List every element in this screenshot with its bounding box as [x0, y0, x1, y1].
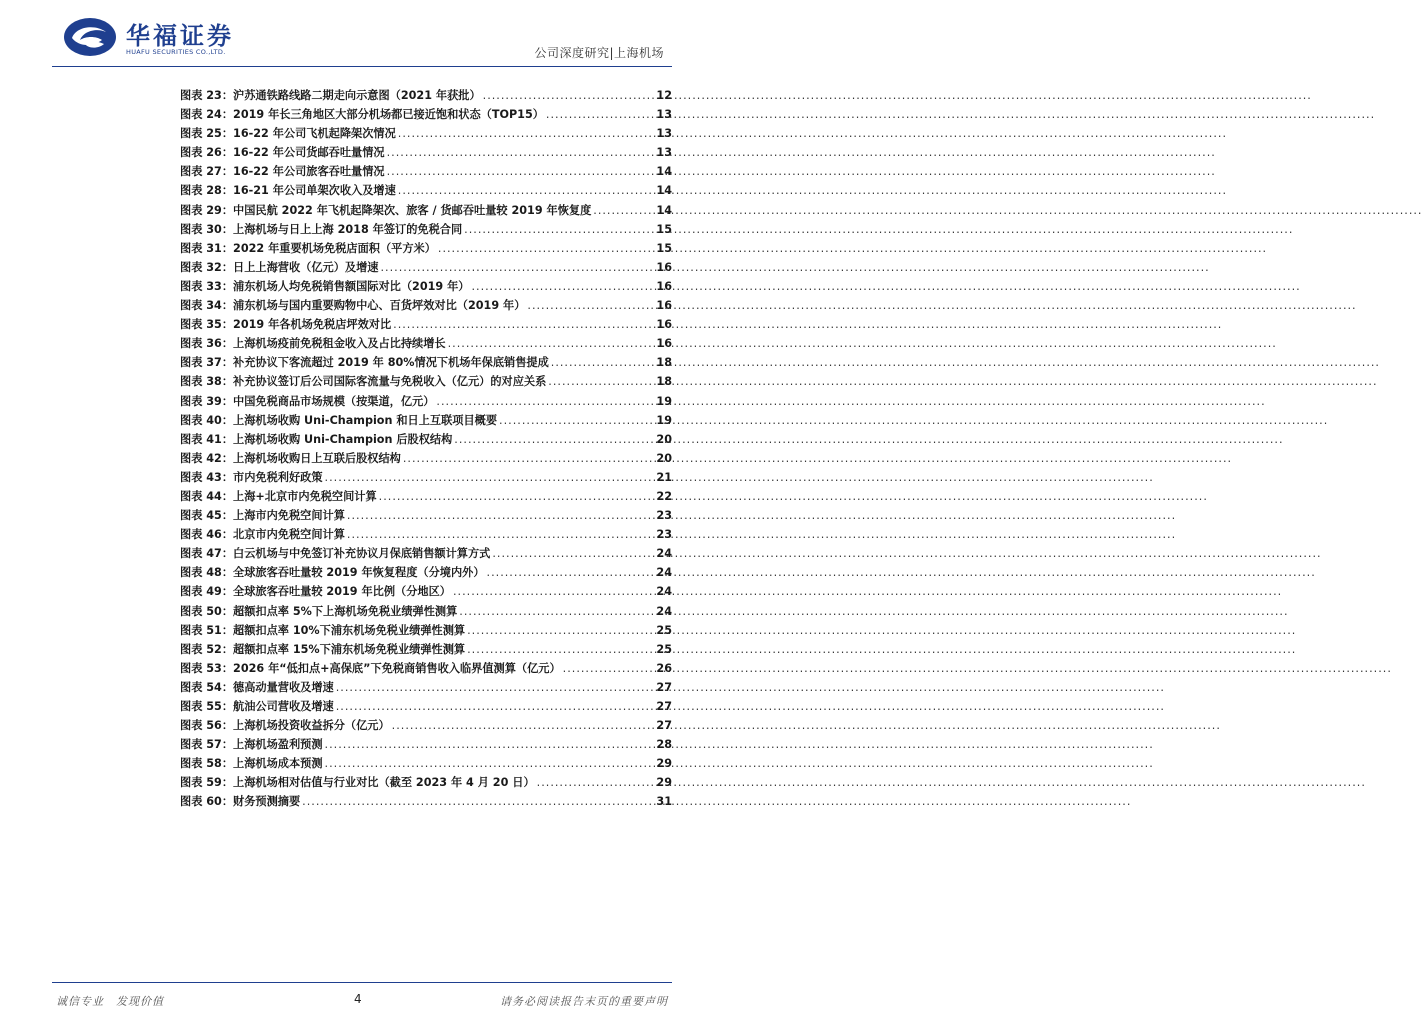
figure-index-list: [180, 87, 672, 813]
toc-page-number: 16: [656, 260, 672, 274]
toc-page-number: 16: [656, 318, 672, 332]
toc-figure-title: 上海机场与日上上海 2018 年签订的免税合同: [233, 222, 463, 236]
toc-figure-label: 图表 52：: [180, 642, 234, 656]
toc-figure-label: 图表 43：: [180, 470, 234, 484]
toc-page-number: 14: [656, 203, 672, 217]
toc-leader-dots: [336, 700, 655, 713]
toc-figure-label: 图表 35：: [180, 318, 234, 332]
toc-figure-label: 图表 49：: [180, 585, 234, 599]
toc-leader-dots: [593, 204, 654, 217]
toc-figure-label: 图表 42：: [180, 451, 234, 465]
toc-page-number: 16: [656, 279, 672, 293]
toc-leader-dots: [487, 566, 655, 579]
toc-figure-title: 上海机场相对估值与行业对比（截至 2023 年 4 月 20 日）: [233, 776, 535, 790]
toc-page-number: 29: [656, 757, 672, 771]
toc-leader-dots: [302, 795, 654, 808]
toc-figure-label: 图表 48：: [180, 566, 234, 580]
toc-leader-dots: [325, 757, 655, 770]
toc-page-number: 23: [656, 509, 672, 523]
toc-page-number: 28: [656, 738, 672, 752]
toc-leader-dots: [551, 356, 655, 369]
toc-figure-label: 图表 41：: [180, 432, 234, 446]
toc-figure-label: 图表 51：: [180, 623, 234, 637]
toc-row[interactable]: [180, 240, 672, 259]
toc-row[interactable]: [180, 603, 672, 622]
toc-leader-dots: [387, 165, 655, 178]
toc-page-number: 25: [656, 642, 672, 656]
toc-leader-dots: [499, 414, 654, 427]
toc-page-number: 22: [656, 489, 672, 503]
toc-row[interactable]: [180, 412, 672, 431]
toc-page-number: 13: [656, 146, 672, 160]
toc-leader-dots: [453, 585, 654, 598]
toc-page-number: 14: [656, 184, 672, 198]
toc-page-number: 21: [656, 470, 672, 484]
toc-row[interactable]: [180, 660, 672, 679]
toc-row[interactable]: [180, 259, 672, 278]
toc-leader-dots: [563, 662, 655, 675]
toc-figure-label: 图表 32：: [180, 260, 234, 274]
toc-leader-dots: [347, 509, 655, 522]
toc-figure-title: 上海机场盈利预测: [233, 738, 323, 752]
toc-row[interactable]: [180, 431, 672, 450]
toc-row[interactable]: [180, 564, 672, 583]
toc-figure-label: 图表 25：: [180, 127, 234, 141]
toc-figure-title: 超额扣点率 15%下浦东机场免税业绩弹性测算: [233, 642, 466, 656]
toc-figure-title: 全球旅客吞吐量较 2019 年恢复程度（分境内外）: [233, 566, 485, 580]
toc-figure-label: 图表 40：: [180, 413, 234, 427]
toc-figure-label: 图表 33：: [180, 279, 234, 293]
toc-page-number: 25: [656, 623, 672, 637]
toc-leader-dots: [471, 280, 654, 293]
toc-figure-title: 全球旅客吞吐量较 2019 年比例（分地区）: [233, 585, 451, 599]
brand-name-cn: 华福证券: [126, 22, 234, 50]
toc-figure-label: 图表 23：: [180, 89, 234, 102]
toc-leader-dots: [347, 528, 655, 541]
toc-page-number: 24: [656, 585, 672, 599]
toc-page-number: 23: [656, 528, 672, 542]
toc-row[interactable]: [180, 526, 672, 545]
toc-page-number: 13: [656, 108, 672, 122]
toc-row[interactable]: [180, 373, 672, 392]
toc-figure-title: 超额扣点率 5%下上海机场免税业绩弹性测算: [233, 604, 458, 618]
toc-figure-title: 北京市内免税空间计算: [233, 528, 345, 542]
toc-leader-dots: [380, 261, 654, 274]
toc-leader-dots: [459, 605, 654, 618]
toc-page-number: 26: [656, 661, 672, 675]
toc-figure-label: 图表 39：: [180, 394, 234, 408]
toc-figure-label: 图表 28：: [180, 184, 234, 198]
toc-figure-label: 图表 30：: [180, 222, 234, 236]
toc-leader-dots: [467, 624, 654, 637]
toc-row[interactable]: [180, 755, 672, 774]
toc-row[interactable]: [180, 278, 672, 297]
header-divider: [52, 66, 672, 67]
toc-figure-label: 图表 50：: [180, 604, 234, 618]
toc-page-number: 18: [656, 356, 672, 370]
toc-figure-label: 图表 31：: [180, 241, 234, 255]
toc-figure-label: 图表 46：: [180, 528, 234, 542]
toc-leader-dots: [436, 395, 654, 408]
toc-figure-title: 航油公司营收及增速: [233, 700, 334, 713]
toc-figure-title: 上海市内免税空间计算: [233, 509, 345, 523]
toc-leader-dots: [454, 433, 654, 446]
toc-row[interactable]: [180, 450, 672, 469]
toc-page-number: 19: [656, 413, 672, 427]
toc-row[interactable]: [180, 793, 672, 812]
toc-leader-dots: [379, 490, 655, 503]
toc-row[interactable]: [180, 698, 672, 717]
toc-leader-dots: [325, 471, 655, 484]
toc-page-number: 20: [656, 432, 672, 446]
toc-leader-dots: [398, 127, 655, 140]
toc-page-number: 13: [656, 127, 672, 141]
toc-page-number: 27: [656, 700, 672, 713]
toc-row[interactable]: [180, 297, 672, 316]
toc-leader-dots: [537, 776, 655, 789]
toc-row[interactable]: [180, 736, 672, 755]
toc-figure-label: 图表 27：: [180, 165, 234, 179]
toc-page-number: 29: [656, 776, 672, 790]
toc-figure-label: 图表 60：: [180, 795, 234, 809]
toc-row[interactable]: [180, 717, 672, 736]
toc-figure-label: 图表 38：: [180, 375, 234, 389]
toc-leader-dots: [527, 299, 654, 312]
toc-leader-dots: [387, 146, 655, 159]
toc-leader-dots: [483, 89, 655, 102]
toc-page-number: 15: [656, 222, 672, 236]
toc-row[interactable]: [180, 316, 672, 335]
toc-row[interactable]: [180, 354, 672, 373]
toc-page-number: 27: [656, 680, 672, 694]
toc-figure-title: 沪苏通铁路线路二期走向示意图（2021 年获批）: [233, 89, 481, 102]
toc-figure-title: 2019 年长三角地区大部分机场都已接近饱和状态（TOP15）: [233, 108, 544, 122]
toc-figure-title: 中国民航 2022 年飞机起降架次、旅客 / 货邮吞吐量较 2019 年恢复度: [233, 203, 592, 217]
toc-page-number: 24: [656, 547, 672, 561]
toc-figure-label: 图表 53：: [180, 661, 234, 675]
toc-figure-title: 2022 年重要机场免税店面积（平方米）: [233, 241, 436, 255]
toc-leader-dots: [325, 738, 655, 751]
toc-figure-title: 白云机场与中免签订补充协议月保底销售额计算方式: [233, 547, 491, 561]
toc-row[interactable]: [180, 679, 672, 698]
toc-row[interactable]: [180, 335, 672, 354]
toc-figure-title: 补充协议签订后公司国际客流量与免税收入（亿元）的对应关系: [233, 375, 547, 389]
toc-page-number: 31: [656, 795, 672, 809]
footer-divider: [52, 982, 672, 983]
toc-row[interactable]: [180, 488, 672, 507]
toc-leader-dots: [467, 643, 654, 656]
toc-figure-title: 16-21 年公司单架次收入及增速: [233, 184, 396, 198]
toc-figure-title: 2026 年“低扣点+高保底”下免税商销售收入临界值测算（亿元）: [233, 661, 561, 675]
toc-figure-label: 图表 58：: [180, 757, 234, 771]
report-type-label: 公司深度研究|上海机场: [534, 46, 664, 60]
toc-figure-label: 图表 54：: [180, 680, 234, 694]
toc-row[interactable]: [180, 622, 672, 641]
toc-leader-dots: [398, 184, 655, 197]
toc-figure-title: 上海机场疫前免税租金收入及占比持续增长: [233, 337, 446, 351]
footer-disclaimer: 请务必阅读报告末页的重要声明: [500, 995, 668, 1008]
toc-leader-dots: [403, 452, 655, 465]
toc-figure-label: 图表 45：: [180, 509, 234, 523]
toc-row[interactable]: [180, 202, 672, 221]
toc-figure-title: 16-22 年公司飞机起降架次情况: [233, 127, 396, 141]
toc-row[interactable]: [180, 163, 672, 182]
toc-row[interactable]: [180, 774, 672, 793]
toc-figure-label: 图表 59：: [180, 776, 234, 790]
toc-figure-title: 16-22 年公司旅客吞吐量情况: [233, 165, 385, 179]
toc-page-number: 15: [656, 241, 672, 255]
company-logo: [62, 14, 252, 64]
toc-figure-title: 上海机场收购日上互联后股权结构: [233, 451, 401, 465]
toc-figure-title: 日上上海营收（亿元）及增速: [233, 260, 379, 274]
toc-figure-label: 图表 24：: [180, 108, 234, 122]
toc-figure-label: 图表 55：: [180, 700, 234, 713]
toc-row[interactable]: [180, 507, 672, 526]
toc-row[interactable]: [180, 583, 672, 602]
toc-page-number: 16: [656, 337, 672, 351]
toc-page-number: 16: [656, 299, 672, 313]
toc-page-number: 20: [656, 451, 672, 465]
toc-page-number: 14: [656, 165, 672, 179]
toc-figure-label: 图表 56：: [180, 719, 234, 733]
toc-figure-label: 图表 26：: [180, 146, 234, 160]
toc-figure-title: 中国免税商品市场规模（按渠道，亿元）: [233, 394, 435, 408]
logo-mark-icon: [62, 16, 118, 58]
toc-figure-title: 上海机场投资收益拆分（亿元）: [233, 719, 390, 733]
toc-row[interactable]: [180, 641, 672, 660]
toc-figure-label: 图表 37：: [180, 356, 234, 370]
toc-page-number: 12: [656, 89, 672, 102]
toc-figure-title: 财务预测摘要: [233, 795, 301, 809]
toc-figure-title: 浦东机场与国内重要购物中心、百货坪效对比（2019 年）: [233, 299, 526, 313]
toc-row[interactable]: [180, 469, 672, 488]
toc-figure-title: 16-22 年公司货邮吞吐量情况: [233, 146, 385, 160]
toc-leader-dots: [546, 108, 655, 121]
toc-figure-title: 超额扣点率 10%下浦东机场免税业绩弹性测算: [233, 623, 466, 637]
toc-figure-label: 图表 29：: [180, 203, 234, 217]
toc-figure-label: 图表 47：: [180, 547, 234, 561]
toc-leader-dots: [438, 242, 655, 255]
toc-figure-label: 图表 44：: [180, 489, 234, 503]
toc-figure-title: 上海机场收购 Uni-Champion 后股权结构: [233, 432, 453, 446]
toc-leader-dots: [393, 318, 654, 331]
toc-figure-label: 图表 57：: [180, 738, 234, 752]
footer-slogan: 诚信专业 发现价值: [56, 995, 164, 1008]
toc-figure-title: 上海机场收购 Uni-Champion 和日上互联项目概要: [233, 413, 498, 427]
toc-row[interactable]: [180, 545, 672, 564]
toc-page-number: 24: [656, 566, 672, 580]
toc-page-number: 19: [656, 394, 672, 408]
toc-figure-label: 图表 34：: [180, 299, 234, 313]
toc-leader-dots: [548, 375, 654, 388]
toc-leader-dots: [392, 719, 655, 732]
toc-row[interactable]: [180, 87, 672, 106]
toc-row[interactable]: [180, 221, 672, 240]
toc-leader-dots: [336, 681, 655, 694]
page-number: 4: [354, 992, 362, 1006]
toc-figure-title: 补充协议下客流超过 2019 年 80%情况下机场年保底销售提成: [233, 356, 549, 370]
toc-row[interactable]: [180, 125, 672, 144]
brand-name-en: HUAFU SECURITIES CO.,LTD.: [126, 48, 226, 56]
toc-figure-title: 上海机场成本预测: [233, 757, 323, 771]
toc-figure-title: 2019 年各机场免税店坪效对比: [233, 318, 392, 332]
toc-page-number: 27: [656, 719, 672, 733]
toc-figure-title: 上海+北京市内免税空间计算: [233, 489, 377, 503]
toc-leader-dots: [492, 547, 654, 560]
toc-leader-dots: [464, 223, 654, 236]
toc-page-number: 18: [656, 375, 672, 389]
toc-page-number: 24: [656, 604, 672, 618]
toc-row[interactable]: [180, 182, 672, 201]
toc-leader-dots: [448, 337, 655, 350]
toc-row[interactable]: [180, 106, 672, 125]
toc-figure-title: 德高动量营收及增速: [233, 680, 334, 694]
toc-row[interactable]: [180, 144, 672, 163]
toc-figure-title: 浦东机场人均免税销售额国际对比（2019 年）: [233, 279, 470, 293]
toc-row[interactable]: [180, 393, 672, 412]
toc-figure-title: 市内免税利好政策: [233, 470, 323, 484]
toc-figure-label: 图表 36：: [180, 337, 234, 351]
